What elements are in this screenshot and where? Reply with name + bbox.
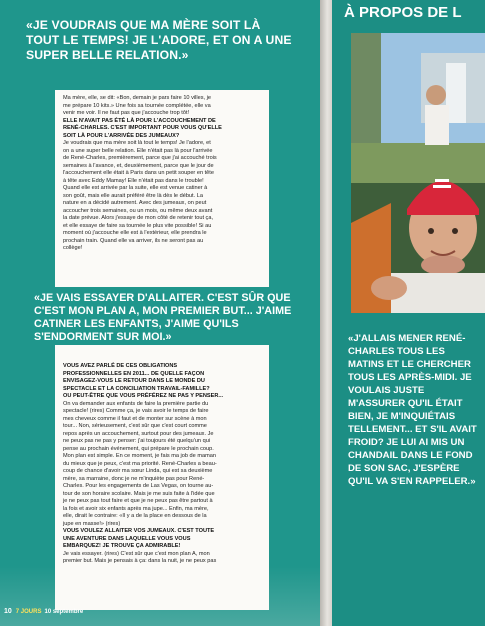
body-line: EMBARQUEZ! JE TROUVE ÇA ADMIRABLE! [63, 543, 181, 549]
body-line: PROFESSIONNELLES EN 2011... DE QUELLE FAÇON [63, 370, 205, 377]
body-line: Quand elle est arrivée par la suite, elle est venue catiner à [63, 185, 208, 191]
body-line: pense au prochain événement, qui prépare le prochain coup. [63, 445, 214, 452]
body-line: Je voudrais que ma mère soit là tout le temps! Je l'adore, et [63, 140, 211, 146]
body-line: spectacle! (rires) Comme ça, je vais avoir le temps de faire [63, 408, 209, 414]
header-pull-quote: «JE VOUDRAIS QUE MA MÈRE SOIT LÀ TOUT LE TEMPS! JE L'ADORE, ET ON A UNE SUPER BELLE RELATION.» [26, 18, 292, 62]
body-line: ne peux pas ne pas y penser: j'ai toujours été quelqu'un qui [63, 438, 211, 444]
body-line: VOUS AVEZ PARLÉ DE CES OBLIGATIONS [63, 363, 178, 369]
body-line: de René-Charles, premièrement, parce que j'ai accouché trois [63, 155, 217, 161]
magazine-name: 7 JOURS [15, 609, 42, 615]
body-line: à tête avec Eddy Mamay! Elle n'était pas dans le trouble! [63, 177, 204, 184]
body-line: RENÉ-CHARLES. C'EST IMPORTANT POUR VOUS QU'ELLE [63, 125, 222, 131]
page-footer [4, 608, 83, 615]
issue-date: 10 septembre [44, 609, 84, 615]
body-line: la fois et avoir six enfants après ma jupe... Enfin, ma mère, [63, 505, 209, 512]
body-line: Charles. Pour les engagements de Las Vegas, on tourne au- [63, 483, 214, 489]
body-line: collège! [63, 245, 83, 251]
body-line: coup de chance d'avoir ma sœur Linda, qui est sa deuxième [63, 468, 213, 474]
body-line: premier but. Mais je pensais à ça: dans la nuit, je ne peux pas [63, 558, 217, 564]
body-line: on a une super belle relation. Elle n'était pas là pour l'arrivée [63, 147, 213, 154]
body-line: SPECTACLE ET LA CONCILIATION TRAVAIL-FAMILLE? [63, 385, 210, 392]
interview-paragraph-1 [63, 95, 263, 253]
body-line: et elle essaye de faire sa tournée le plus vite possible! Si au [63, 222, 212, 229]
body-line: son goût, mais elle aurait préféré être là dès le début. La [63, 192, 203, 199]
body-line: venir me voir. Il ne faut pas que j'accouche trop tôt! [63, 110, 190, 116]
body-line: OU PEUT-ÊTRE QUE VOUS PRÉFÉREZ NE PAS Y PENSER... [63, 393, 224, 399]
body-line: tour... Non, sérieusement, c'est sûr que c'est court comme [63, 423, 207, 429]
page-number: 10 [4, 608, 12, 615]
body-line: UNE AVENTURE DANS LAQUELLE VOUS VOUS [63, 535, 191, 542]
body-line: mère, sa marraine, donc je ne m'inquiète pas pour René- [63, 475, 205, 482]
body-line: Mon plan est simple. En ce moment, je fais ma job de maman [63, 453, 216, 459]
body-line: l'accouchement elle était à Paris dans un petit souper en tête [63, 170, 214, 176]
right-pull-quote: «J'ALLAIS MENER RENÉ-CHARLES TOUS LES MATINS ET LE CHERCHER TOUS LES APRÈS-MIDI. JE VOULAIS JUSTE M'ASSURER QU'IL ÉTAIT BIEN, JE M'INQUIÉTAIS TELLEMENT... ET S'IL AVAIT FROID? JE LUI AI MIS UN CHANDAIL DANS LE FOND DE SON SAC, J'ESPÈRE QU'IL VA S'EN RAPPELER.» [348, 333, 477, 487]
boy-photo [351, 33, 485, 313]
body-line: nature en a décidé autrement. Avec des jumeaux, on peut [63, 200, 207, 206]
right-page-title: À PROPOS DE L [344, 4, 462, 21]
body-line: prochain train. Quand elle va arriver, ils ne seront pas au [63, 237, 204, 244]
body-line: la date prévue. Alors j'essaye de mon côté de retenir tout ça, [63, 215, 214, 221]
body-line: me prépare 10 kits.» Une fois sa tournée complétée, elle va [63, 102, 211, 109]
body-line: accoucher trois semaines, ou un mois, ou même deux avant [63, 207, 213, 214]
body-line: VOUS VOULEZ ALLAITER VOS JUMEAUX. C'EST TOUTE [63, 528, 215, 534]
body-line: moment où j'accouche elle est à l'extérieur, elle prendra le [63, 230, 207, 236]
body-line: je ne peux pas tout faire et que je ne peux pas être partout à [63, 498, 213, 504]
body-line: Ma mère, elle, se dit: «Bon, demain je pars faire 10 villes, je [63, 95, 211, 101]
body-line: du mieux que je peux, c'est ma priorité. René-Charles a beau- [63, 460, 217, 467]
page-spine [320, 0, 332, 626]
photo-illustration [351, 33, 485, 313]
interview-paragraph-2 [63, 363, 263, 566]
body-line: ELLE N'AVAIT PAS ÉTÉ LÀ POUR L'ACCOUCHEMENT DE [63, 117, 216, 124]
body-line: Je vais essayer. (rires) C'est sûr que c'est mon plan A, mon [63, 550, 210, 557]
body-line: semaines à l'avance, et, deuxièmement, parce que le jour de [63, 162, 214, 169]
body-line: ENVISAGEZ-VOUS LE RETOUR DANS LE MONDE DU [63, 378, 205, 384]
body-line: tour de son horaire scolaire. Mais je me suis faite à l'idée que [63, 490, 215, 497]
body-line: jupe en masse!» (rires) [63, 520, 121, 527]
mid-pull-quote: «JE VAIS ESSAYER D'ALLAITER. C'EST SÛR QUE C'EST MON PLAN A, MON PREMIER BUT... J'AIME CATINER LES ENFANTS, J'AIME QU'ILS S'ENDORMENT SUR MOI.» [34, 292, 292, 343]
body-line: SOIT LÀ POUR L'ARRIVÉE DES JUMEAUX? [63, 132, 180, 139]
body-line: elle, dirait le contraire: «Il y a de la place en dessous de la [63, 513, 207, 519]
body-line: mes cheveux comme il faut et de monter sur scène à mon [63, 415, 207, 422]
body-line: On va demander aux enfants de faire la première partie du [63, 400, 209, 407]
body-line: repos après un accouchement, surtout pour des jumeaux. Je [63, 430, 214, 437]
